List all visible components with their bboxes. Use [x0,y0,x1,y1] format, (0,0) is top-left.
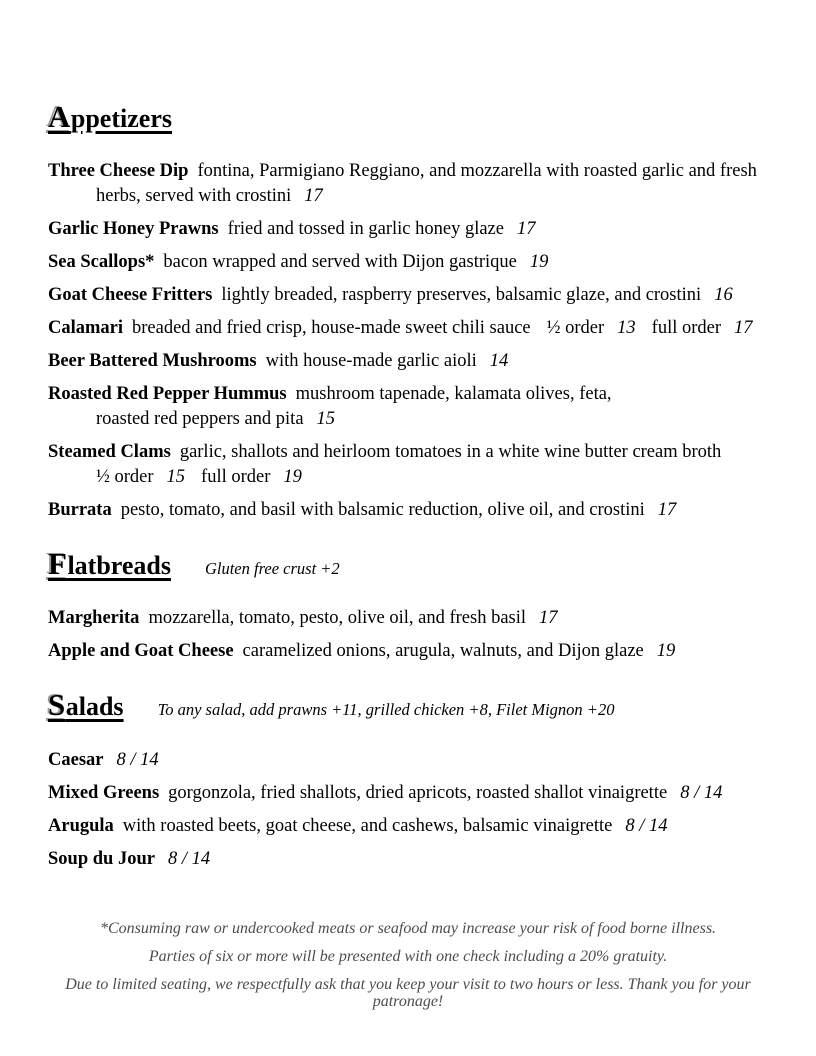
item-description: with house-made garlic aioli [265,351,477,372]
price-value: 15 [166,467,186,488]
menu-item [48,847,768,872]
item-description: with roasted beets, goat cheese, and cashews, balsamic vinaigrette [122,815,613,836]
footer-note: Parties of six or more will be presented with one check including a 20% gratuity. [148,947,668,965]
item-name: Calamari [48,318,124,339]
section-title-rest: latbreads [67,551,171,581]
footer-note: Due to limited seating, we respectfully ask that you keep your visit to two hours or less. Thank you for your patronage! [65,975,751,1010]
item-description: mushroom tapenade, kalamata olives, feta, [295,384,612,405]
item-description: pesto, tomato, and basil with balsamic reduction, olive oil, and crostini [120,500,645,521]
price-value: 19 [529,252,549,273]
menu-item [48,217,768,242]
menu-item [48,283,768,308]
menu-item [48,748,768,773]
item-name: Caesar [48,749,104,770]
item-name: Garlic Honey Prawns [48,219,219,240]
item-description: caramelized onions, arugula, walnuts, and Dijon glaze [242,641,644,662]
item-name: Soup du Jour [48,848,155,869]
item-description: bacon wrapped and served with Dijon gastrique [163,252,517,273]
item-description: lightly breaded, raspberry preserves, balsamic glaze, and crostini [221,285,702,306]
section-note: Gluten free crust +2 [204,559,340,579]
item-description: mozzarella, tomato, pesto, olive oil, and fresh basil [148,608,527,629]
item-description: herbs, served with crostini [96,186,292,207]
price-value: 17 [734,318,753,339]
menu-item [48,382,768,432]
price-value: 17 [304,186,323,207]
item-description: gorgonzola, fried shallots, dried apricots, roasted shallot vinaigrette [168,782,668,803]
footer-note: *Consuming raw or undercooked meats or seafood may increase your risk of food borne illness. [99,919,717,937]
section-title [48,687,124,723]
menu-item [48,814,768,839]
price-value: 8 / 14 [167,848,211,869]
item-name: Arugula [48,815,114,836]
item-description: roasted red peppers and pita [96,409,304,430]
menu-item [48,606,768,631]
section-heading [48,545,768,582]
section-note: To any salad, add prawns +11, grilled chicken +8, Filet Mignon +20 [157,700,615,720]
price-label: full order [651,318,722,339]
section-title-initial: A [48,99,71,134]
menu-section-flatbreads [48,545,768,664]
item-name: Burrata [48,500,112,521]
item-name: Margherita [48,608,140,629]
section-title [48,99,172,134]
menu-sections [48,98,768,872]
price-value: 15 [316,409,336,430]
item-description: garlic, shallots and heirloom tomatoes in a white wine butter cream broth [179,442,722,463]
price-value: 8 / 14 [116,749,159,770]
section-title-initial: F [48,546,68,582]
menu-section-appetizers [48,98,768,523]
section-heading [48,686,768,723]
item-name: Steamed Clams [48,442,171,463]
item-name: Beer Battered Mushrooms [48,351,257,372]
price-value: 19 [656,641,676,662]
price-value: 17 [516,219,536,240]
section-title [48,546,171,582]
menu-item [48,440,768,490]
item-name: Three Cheese Dip [48,161,189,182]
menu-item [48,349,768,374]
price-value: 13 [617,318,636,339]
price-label: ½ order [546,318,605,339]
menu-item [48,159,768,209]
menu-item [48,498,768,523]
menu-item [48,250,768,275]
price-value: 8 / 14 [680,782,723,803]
section-title-initial: S [48,687,66,723]
price-value: 19 [283,467,302,488]
price-value: 16 [714,285,733,306]
section-title-rest: ppetizers [70,104,172,133]
item-name: Apple and Goat Cheese [48,641,234,662]
menu-item [48,639,768,664]
section-heading [48,98,768,135]
section-title-rest: alads [65,692,124,722]
menu-item [48,316,768,341]
menu-item [48,781,768,806]
menu-section-salads [48,686,768,871]
price-label: ½ order [96,467,154,488]
item-name: Roasted Red Pepper Hummus [48,384,287,405]
price-value: 8 / 14 [625,815,668,836]
item-description: fontina, Parmigiano Reggiano, and mozzarella with roasted garlic and fresh [197,161,757,182]
item-description: fried and tossed in garlic honey glaze [227,219,504,240]
price-value: 17 [539,608,558,629]
item-name: Mixed Greens [48,782,160,803]
menu-footer [48,920,768,1010]
price-label: full order [201,467,271,488]
item-name: Goat Cheese Fritters [48,285,213,306]
price-value: 17 [657,500,677,521]
item-name: Sea Scallops* [48,252,155,273]
price-value: 14 [489,351,509,372]
item-description: breaded and fried crisp, house-made sweet chili sauce [132,318,531,339]
